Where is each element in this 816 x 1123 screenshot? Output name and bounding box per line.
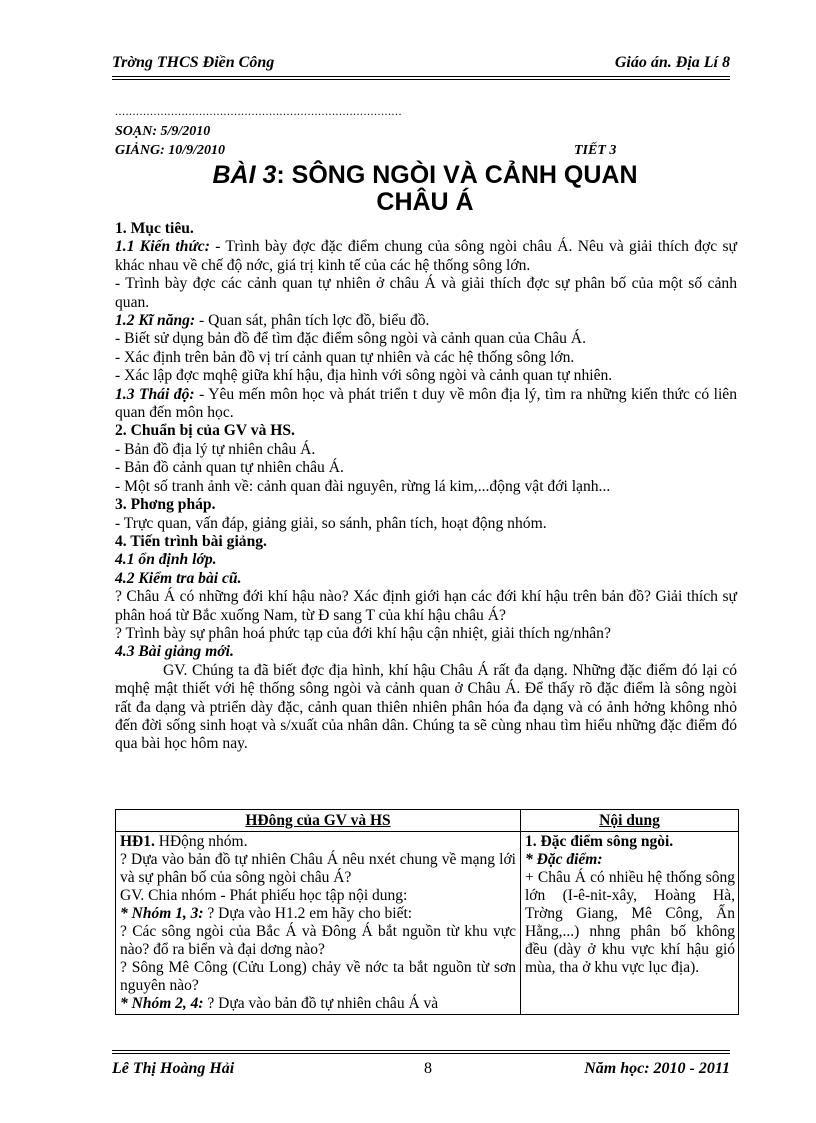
skills-bullet-3: - Xác lập đợc mqhệ giữa khí hậu, địa hình với sông ngòi và cảnh quan tự nhiên.: [115, 367, 613, 385]
group-1-3-label: * Nhóm 1, 3:: [120, 905, 204, 922]
page-number: 8: [424, 1060, 432, 1077]
knowledge-label: 1.1 Kiến thức:: [115, 238, 210, 256]
knowledge-paragraph: [115, 238, 737, 275]
lesson-body: [115, 220, 737, 754]
review-question-1: ? Châu Á có những đới khí hậu nào? Xác định giới hạn các đới khí hậu trên bản đồ? Giải thích sự phân hoá từ Bắc xuống Nam, từ Đ sang T của khí hậu châu Á?: [115, 588, 737, 624]
school-year: Năm học: 2010 - 2011: [584, 1060, 730, 1077]
table-cell-activities: [120, 833, 516, 1013]
page-header: [112, 50, 730, 78]
section-procedure-heading: 4. Tiến trình bài giảng.: [115, 532, 267, 550]
school-name: Trờng THCS Điền Công: [112, 54, 275, 71]
dotted-separator: ..................................................................................: [115, 104, 402, 118]
content-heading-rivers: 1. Đặc điểm sông ngòi.: [525, 833, 674, 850]
attitude-text: - Yêu mến môn học và phát triển t duy về môn địa lý, tìm ra những kiến thức có liên quan đến môn học.: [115, 385, 737, 422]
activity-table: [115, 809, 739, 1015]
section-method-heading: 3. Phơng pháp.: [115, 496, 216, 514]
subject-label: Giáo án. Địa Lí 8: [614, 54, 730, 71]
preparation-bullet-2: - Bản đồ cảnh quan tự nhiên châu Á.: [115, 459, 344, 477]
skills-paragraph: [115, 312, 737, 330]
activity-1-paragraph: [120, 833, 516, 851]
attitude-paragraph: [115, 386, 737, 423]
skills-bullet-2: - Xác định trên bản đồ vị trí cảnh quan tự nhiên và các hệ thống sông lớn.: [115, 348, 575, 366]
group-2-4-paragraph: [120, 995, 516, 1013]
attitude-label: 1.3 Thái độ:: [115, 385, 195, 403]
knowledge-text: - Trình bày đợc đặc điểm chung của sông ngòi châu Á. Nêu và giải thích đợc sự khác nhau về chế độ nớc, giá trị kinh tế của các hệ thống sông lớn.: [115, 238, 738, 274]
skills-bullet-1: - Biết sử dụng bản đồ để tìm đặc điểm sông ngòi và cảnh quan của Châu Á.: [115, 330, 586, 348]
table-cell-content: [525, 833, 735, 977]
content-rivers-text: + Châu Á có nhiều hệ thống sông lớn (I-ê-nit-xây, Hoàng Hà, Trờng Giang, Mê Công, Ấn Hằng,...) nhng phân bố không đều (dày ở khu vực khí hậu gió mùa, tha ở khu vực lục địa).: [525, 869, 735, 976]
activity-question-3: ? Sông Mê Công (Cửu Long) chảy về nớc ta bắt nguồn từ sơn nguyên nào?: [120, 959, 516, 994]
preparation-bullet-3: - Một số tranh ảnh về: cảnh quan đài nguyên, rừng lá kim,...động vật đới lạnh...: [115, 477, 611, 495]
footer-rule: [112, 1050, 730, 1054]
header-rule: [112, 76, 730, 80]
activity-1-text: HĐộng nhóm.: [154, 833, 248, 850]
method-text: - Trực quan, vấn đáp, giảng giải, so sánh, phân tích, hoạt động nhóm.: [115, 514, 547, 532]
review-label: 4.2 Kiểm tra bài cũ.: [115, 569, 242, 587]
table-header-divider: [116, 831, 738, 832]
group-2-4-label: * Nhóm 2, 4:: [120, 995, 204, 1012]
title-line-2: CHÂU Á: [376, 188, 474, 216]
section-objectives-heading: 1. Mục tiêu.: [115, 220, 194, 237]
table-header-activities: HĐông của GV và HS: [245, 812, 391, 829]
preparation-bullet-1: - Bản đồ địa lý tự nhiên châu Á.: [115, 440, 316, 458]
title-line-1: : SÔNG NGÒI VÀ CẢNH QUAN: [276, 161, 638, 189]
content-subheading-features: * Đặc điểm:: [525, 851, 603, 868]
lesson-title: [190, 162, 660, 216]
teacher-name: Lê Thị Hoàng Hải: [112, 1060, 235, 1077]
group-1-3-paragraph: [120, 905, 516, 923]
new-lesson-text: GV. Chúng ta đã biết đợc địa hình, khí hậu Châu Á rất đa dạng. Những đặc điểm đó lại có mqhệ mật thiết với hệ thống sông ngòi và cảnh quan ở Châu Á. Để thấy rõ đặc điểm là sông ngòi rất đa dạng và ptriển dày đặc, cảnh quan thiên nhiên phân hóa đa dạng và có ảnh hởng không nhỏ đến đời sống sinh hoạt và s/xuất của nhân dân. Chúng ta sẽ cùng nhau tìm hiểu những đặc điểm đó qua bài học hôm nay.: [115, 661, 737, 753]
group-2-4-text: ? Dựa vào bản đồ tự nhiên châu Á và: [203, 995, 439, 1012]
class-stabilize-label: 4.1 ổn định lớp.: [115, 551, 217, 569]
group-1-3-text: ? Dựa vào H1.2 em hãy cho biết:: [203, 905, 413, 922]
knowledge-text-2: - Trình bày đợc các cảnh quan tự nhiên ở châu Á và giải thích đợc sự phân bố của một số cảnh quan.: [115, 275, 737, 311]
review-question-2: ? Trình bày sự phân hoá phức tạp của đới khí hậu cận nhiệt, giải thích ng/nhân?: [115, 624, 611, 642]
preparation-date: SOẠN: 5/9/2010: [115, 124, 211, 139]
section-preparation-heading: 2. Chuẩn bị của GV và HS.: [115, 422, 295, 440]
activity-1-label: HĐ1.: [120, 833, 155, 850]
lesson-number: BÀI 3: [212, 161, 277, 189]
teaching-date: GIẢNG: 10/9/2010: [115, 143, 226, 158]
table-column-divider: [520, 810, 521, 1014]
skills-text: - Quan sát, phân tích lợc đồ, biểu đồ.: [195, 312, 430, 330]
skills-label: 1.2 Kĩ năng:: [115, 312, 196, 330]
page-footer: [112, 1050, 730, 1084]
lesson-period: TIẾT 3: [574, 143, 617, 158]
table-header-content: Nội dung: [599, 812, 660, 829]
activity-question-1: ? Dựa vào bản đồ tự nhiên Châu Á nêu nxét chung về mạng lới và sự phân bố của sông ngòi châu Á?: [120, 851, 516, 886]
new-lesson-label: 4.3 Bài giảng mới.: [115, 643, 234, 661]
activity-question-2: ? Các sông ngòi của Bắc Á và Đông Á bắt nguồn từ khu vực nào? đổ ra biển và đại dơng nào?: [120, 923, 516, 958]
activity-instruction: GV. Chia nhóm - Phát phiếu học tập nội dung:: [120, 887, 408, 904]
